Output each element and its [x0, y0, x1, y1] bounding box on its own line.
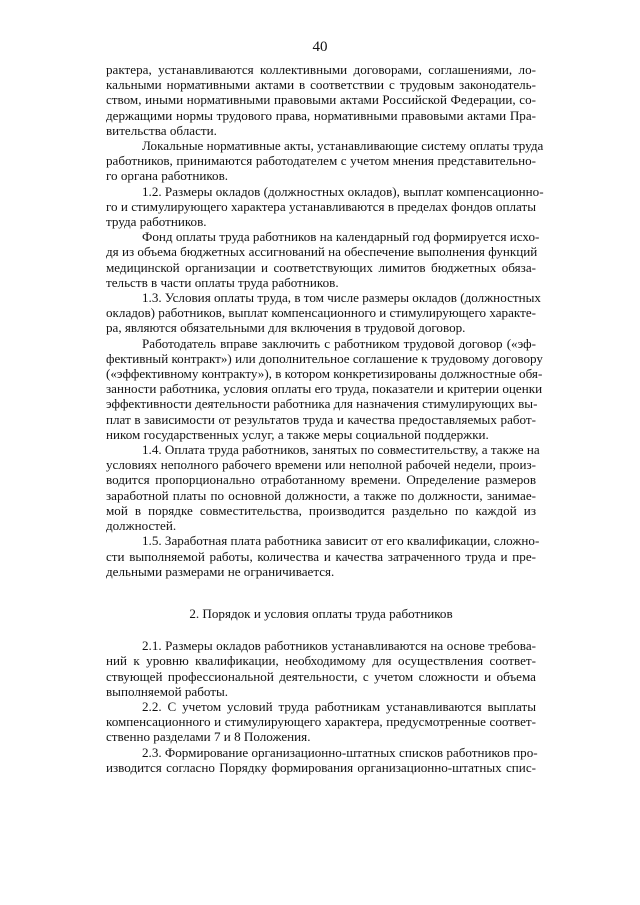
text-line: рактера, устанавливаются коллективными договорами, соглашениями, ло-	[106, 62, 536, 77]
text-line: го и стимулирующего характера устанавливаются в пределах фондов оплаты	[106, 198, 536, 214]
text-line: должностей.	[106, 518, 177, 534]
text-line: плат в зависимости от результатов труда и качества предоставляемых работ-	[106, 411, 536, 427]
paragraph	[106, 745, 536, 775]
text-line: 1.3. Условия оплаты труда, в том числе размеры окладов (должностных	[142, 290, 541, 306]
text-line: компенсационного и стимулирующего характера, предусмотренные соответ-	[106, 714, 536, 730]
text-line: заработной платы по основной должности, а также по должности, занимае-	[106, 487, 536, 503]
page-number: 40	[312, 39, 328, 55]
text-line: вительства области.	[106, 122, 217, 138]
text-line: дельными размерами не ограничивается.	[106, 563, 335, 579]
text-line: медицинской организации и соответствующих лимитов бюджетных обяза-	[106, 259, 536, 275]
text-line: 1.2. Размеры окладов (должностных окладов), выплат компенсационно-	[142, 183, 544, 199]
text-line: ством, иными нормативными правовыми актами Российской Федерации, со-	[106, 92, 536, 108]
text-line: сти выполняемой работы, количества и качества затраченного труда и пре-	[106, 548, 536, 564]
text-line: ником государственных услуг, а также меры социальной поддержки.	[106, 426, 489, 442]
text-line: ствующей профессиональной деятельности, с учетом сложности и объема	[106, 668, 536, 684]
paragraph	[106, 62, 536, 138]
text-line: эффективности деятельности работника для назначения стимулирующих вы-	[106, 396, 538, 412]
text-line: ственно разделами 7 и 8 Положения.	[106, 729, 311, 745]
paragraph	[106, 699, 536, 745]
paragraph	[106, 533, 540, 579]
paragraph	[106, 442, 540, 534]
text-line: мой в порядке совместительства, производится раздельно по каждой из	[106, 502, 536, 518]
text-line: условиях неполного рабочего времени или неполной рабочей недели, произ-	[106, 457, 536, 473]
paragraph	[106, 138, 544, 184]
text-line: дя из объема бюджетных ассигнований на обеспечение выполнения функций	[106, 244, 538, 260]
text-line: окладов) работников, выплат компенсационного и стимулирующего характе-	[106, 305, 536, 321]
text-line: Фонд оплаты труда работников на календарный год формируется исхо-	[142, 229, 540, 245]
paragraph	[106, 335, 543, 442]
section-heading: 2. Порядок и условия оплаты труда работников	[189, 605, 453, 621]
text-line: тельств в части оплаты труда работников.	[106, 274, 339, 290]
document-body	[106, 62, 544, 775]
text-line: занности работника, условия оплаты его труда, показатели и критерии оценки	[106, 381, 543, 397]
paragraph	[106, 183, 544, 230]
text-line: труда работников.	[106, 214, 207, 230]
text-line: работников, принимаются работодателем с учетом мнения представительно-	[106, 153, 536, 169]
text-line: Локальные нормативные акты, устанавливающие систему оплаты труда	[142, 138, 544, 154]
text-line: 2.3. Формирование организационно-штатных списков работников про-	[142, 744, 538, 760]
text-line: выполняемой работы.	[106, 683, 229, 699]
text-line: го органа работников.	[106, 168, 229, 184]
text-line: 1.5. Заработная плата работника зависит от его квалификации, сложно-	[142, 533, 540, 549]
text-line: держащими нормы трудового права, нормативными правовыми актами Пра-	[106, 107, 536, 123]
text-line: 1.4. Оплата труда работников, занятых по совместительству, а также на	[142, 442, 540, 458]
text-line: ра, являются обязательными для включения в трудовой договор.	[106, 320, 466, 336]
paragraph	[106, 229, 540, 290]
paragraph	[106, 290, 541, 336]
text-line: 2.2. С учетом условий труда работникам устанавливаются выплаты	[142, 698, 536, 714]
text-line: изводится согласно Порядку формирования организационно-штатных спис-	[106, 759, 536, 775]
text-line: Работодатель вправе заключить с работником трудовой договор («эф-	[142, 335, 536, 351]
text-line: («эффективному контракту»), в котором конкретизированы должностные обя-	[106, 366, 543, 382]
text-line: кальными нормативными актами в соответствии с трудовым законодатель-	[106, 77, 536, 93]
text-line: водится пропорционально отработанному времени. Определение размеров	[106, 472, 536, 488]
text-line: ний к уровню квалификации, необходимому для осуществления соответ-	[106, 653, 536, 669]
text-line: фективный контракт») или дополнительное соглашение к трудовому договору	[106, 350, 543, 366]
paragraph	[106, 638, 536, 699]
text-line: 2.1. Размеры окладов работников устанавливаются на основе требова-	[142, 638, 536, 654]
